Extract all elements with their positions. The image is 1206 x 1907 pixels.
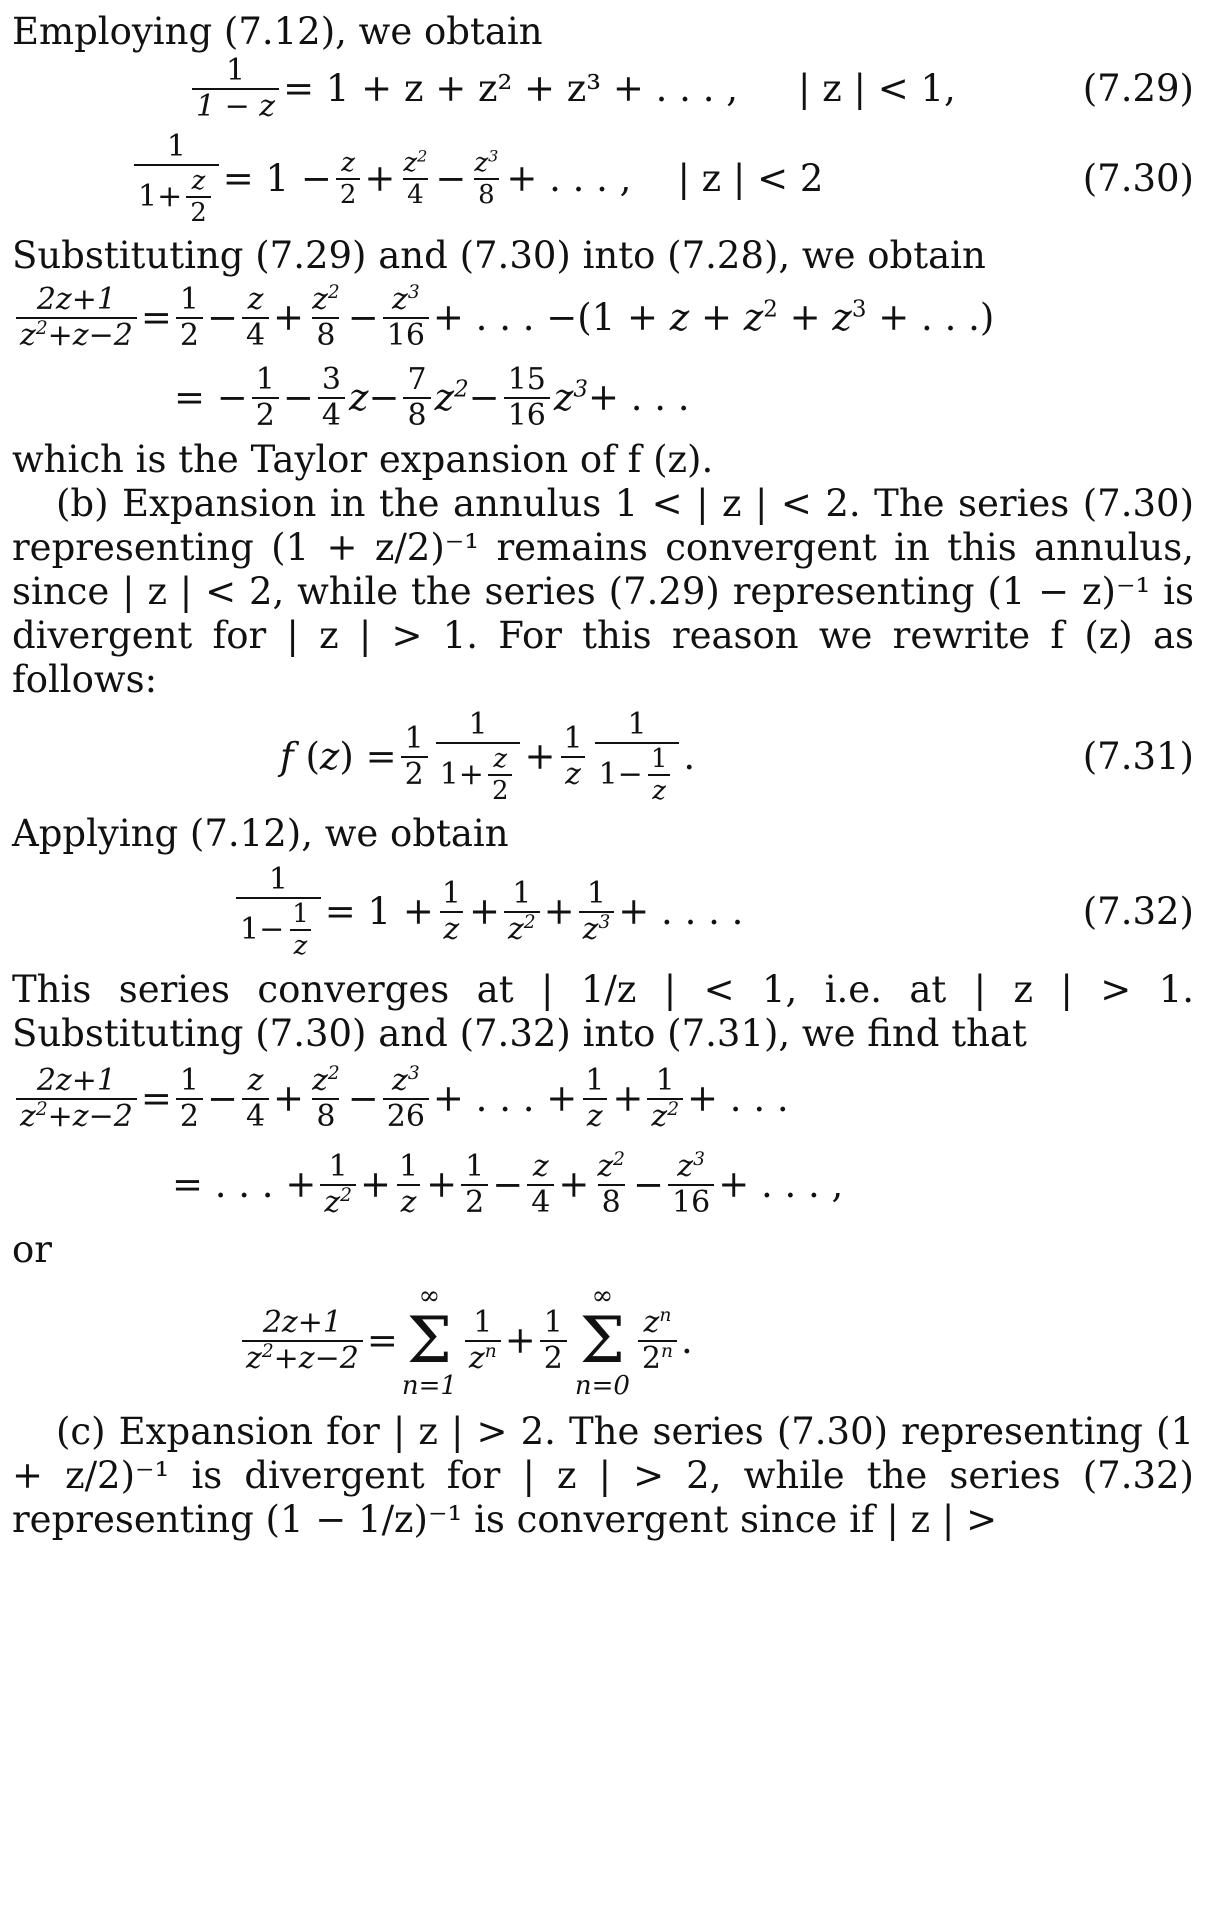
fraction: $\frac{1}{1 - z}$ [192, 54, 279, 124]
text-taylor: which is the Taylor expansion of f (z). [12, 438, 714, 481]
equation-taylor-line2: = − $\frac{1}{2}$ − $\frac{3}{4}$ z − $\frac{7}{8}$ $z^2$ − $\frac{15}{16}$ $z^3$ + . . . [174, 362, 690, 433]
fraction: 1 1+ $\frac{z}{2}$ [134, 130, 219, 228]
equation-laurent-line1: $\frac{2z+1}{z^2+z-2}$ = $\frac{1}{2}$ − $\frac{z}{4}$ + $\frac{z^2}{8}$ − $\frac{z^3}{26}$ + . . . + $\frac{1}{z}$ + $\frac{1}{z^2}$ + . . . [12, 1056, 1194, 1142]
text-part-b: (b) Expansion in the annulus 1 < | z | < 2. The series (7.30) representing (1 + z/2)⁻¹ remains convergent in this annulus, since | z | < 2, while the series (7.29) representing (1 − z)⁻¹ is divergent for | z | > 1. For this reason we rewrite f (z) as follows: [12, 482, 1194, 701]
series-rhs: = 1 + z + z² + z³ + . . . , [283, 67, 738, 110]
equation-7-30: 1 1+ $\frac{z}{2}$ = 1 − $\frac{z}{2}$ + $\frac{z^2}{4}$ − $\frac{z^3}{8}$ + . . . , | z | < 2 (7.30) [12, 124, 1194, 234]
text-substituting: Substituting (7.29) and (7.30) into (7.28), we obtain [12, 234, 986, 277]
condition: | z | < 1, [798, 67, 956, 110]
text-part-c: (c) Expansion for | z | > 2. The series (7.30) representing (1 + z/2)⁻¹ is divergent for | z | > 2, while the series (7.32) representing (1 − 1/z)⁻¹ is convergent since if | z | > [12, 1410, 1194, 1541]
text-applying: Applying (7.12), we obtain [12, 812, 509, 855]
equation-taylor-line1: $\frac{2z+1}{z^2+z-2}$ = $\frac{1}{2}$ − $\frac{z}{4}$ + $\frac{z^2}{8}$ − $\frac{z^3}{16}$ + . . . $-(1 + z + z^2 + z^3$ + . . .) [12, 278, 1194, 358]
equation-7-32: 1 1− $\frac{1}{z}$ = 1 + $\frac{1}{z}$ + $\frac{1}{z^2}$ + $\frac{1}{z^3}$ + . . . . (7.32) [12, 856, 1194, 968]
equation-7-31: f ( z ) = $\frac{1}{2}$ 1 1+ $\frac{z}{2}$ + $\frac{1}{z}$ 1 1− $\frac{1}{z}$ . (7.31) [280, 707, 1194, 806]
equation-number: (7.32) [1082, 890, 1194, 933]
equation-7-29 [12, 54, 1194, 124]
equation-sum-form: $\frac{2z+1}{z^2+z-2}$ = ∞ Σ n=1 $\frac{1}{z^n}$ + $\frac{1}{2}$ ∞ Σ n=0 $\frac{z^n}{2^n}$ . [12, 1272, 1194, 1410]
equation-laurent-line2: = . . . + $\frac{1}{z^2}$ + $\frac{1}{z}$ + $\frac{1}{2}$ − $\frac{z}{4}$ + $\frac{z^2}{8}$ − $\frac{z^3}{16}$ + . . . , [172, 1148, 844, 1220]
text-converges: This series converges at | 1/z | < 1, i.e. at | z | > 1. Substituting (7.30) and (7.32) into (7.31), we find that [12, 968, 1194, 1055]
condition: | z | < 2 [677, 157, 824, 200]
text-employing: Employing (7.12), we obtain [12, 10, 543, 53]
text-or: or [12, 1228, 52, 1271]
equation-number: (7.29) [1082, 67, 1194, 110]
equation-number: (7.30) [1082, 157, 1194, 200]
equation-number: (7.31) [1082, 735, 1194, 778]
